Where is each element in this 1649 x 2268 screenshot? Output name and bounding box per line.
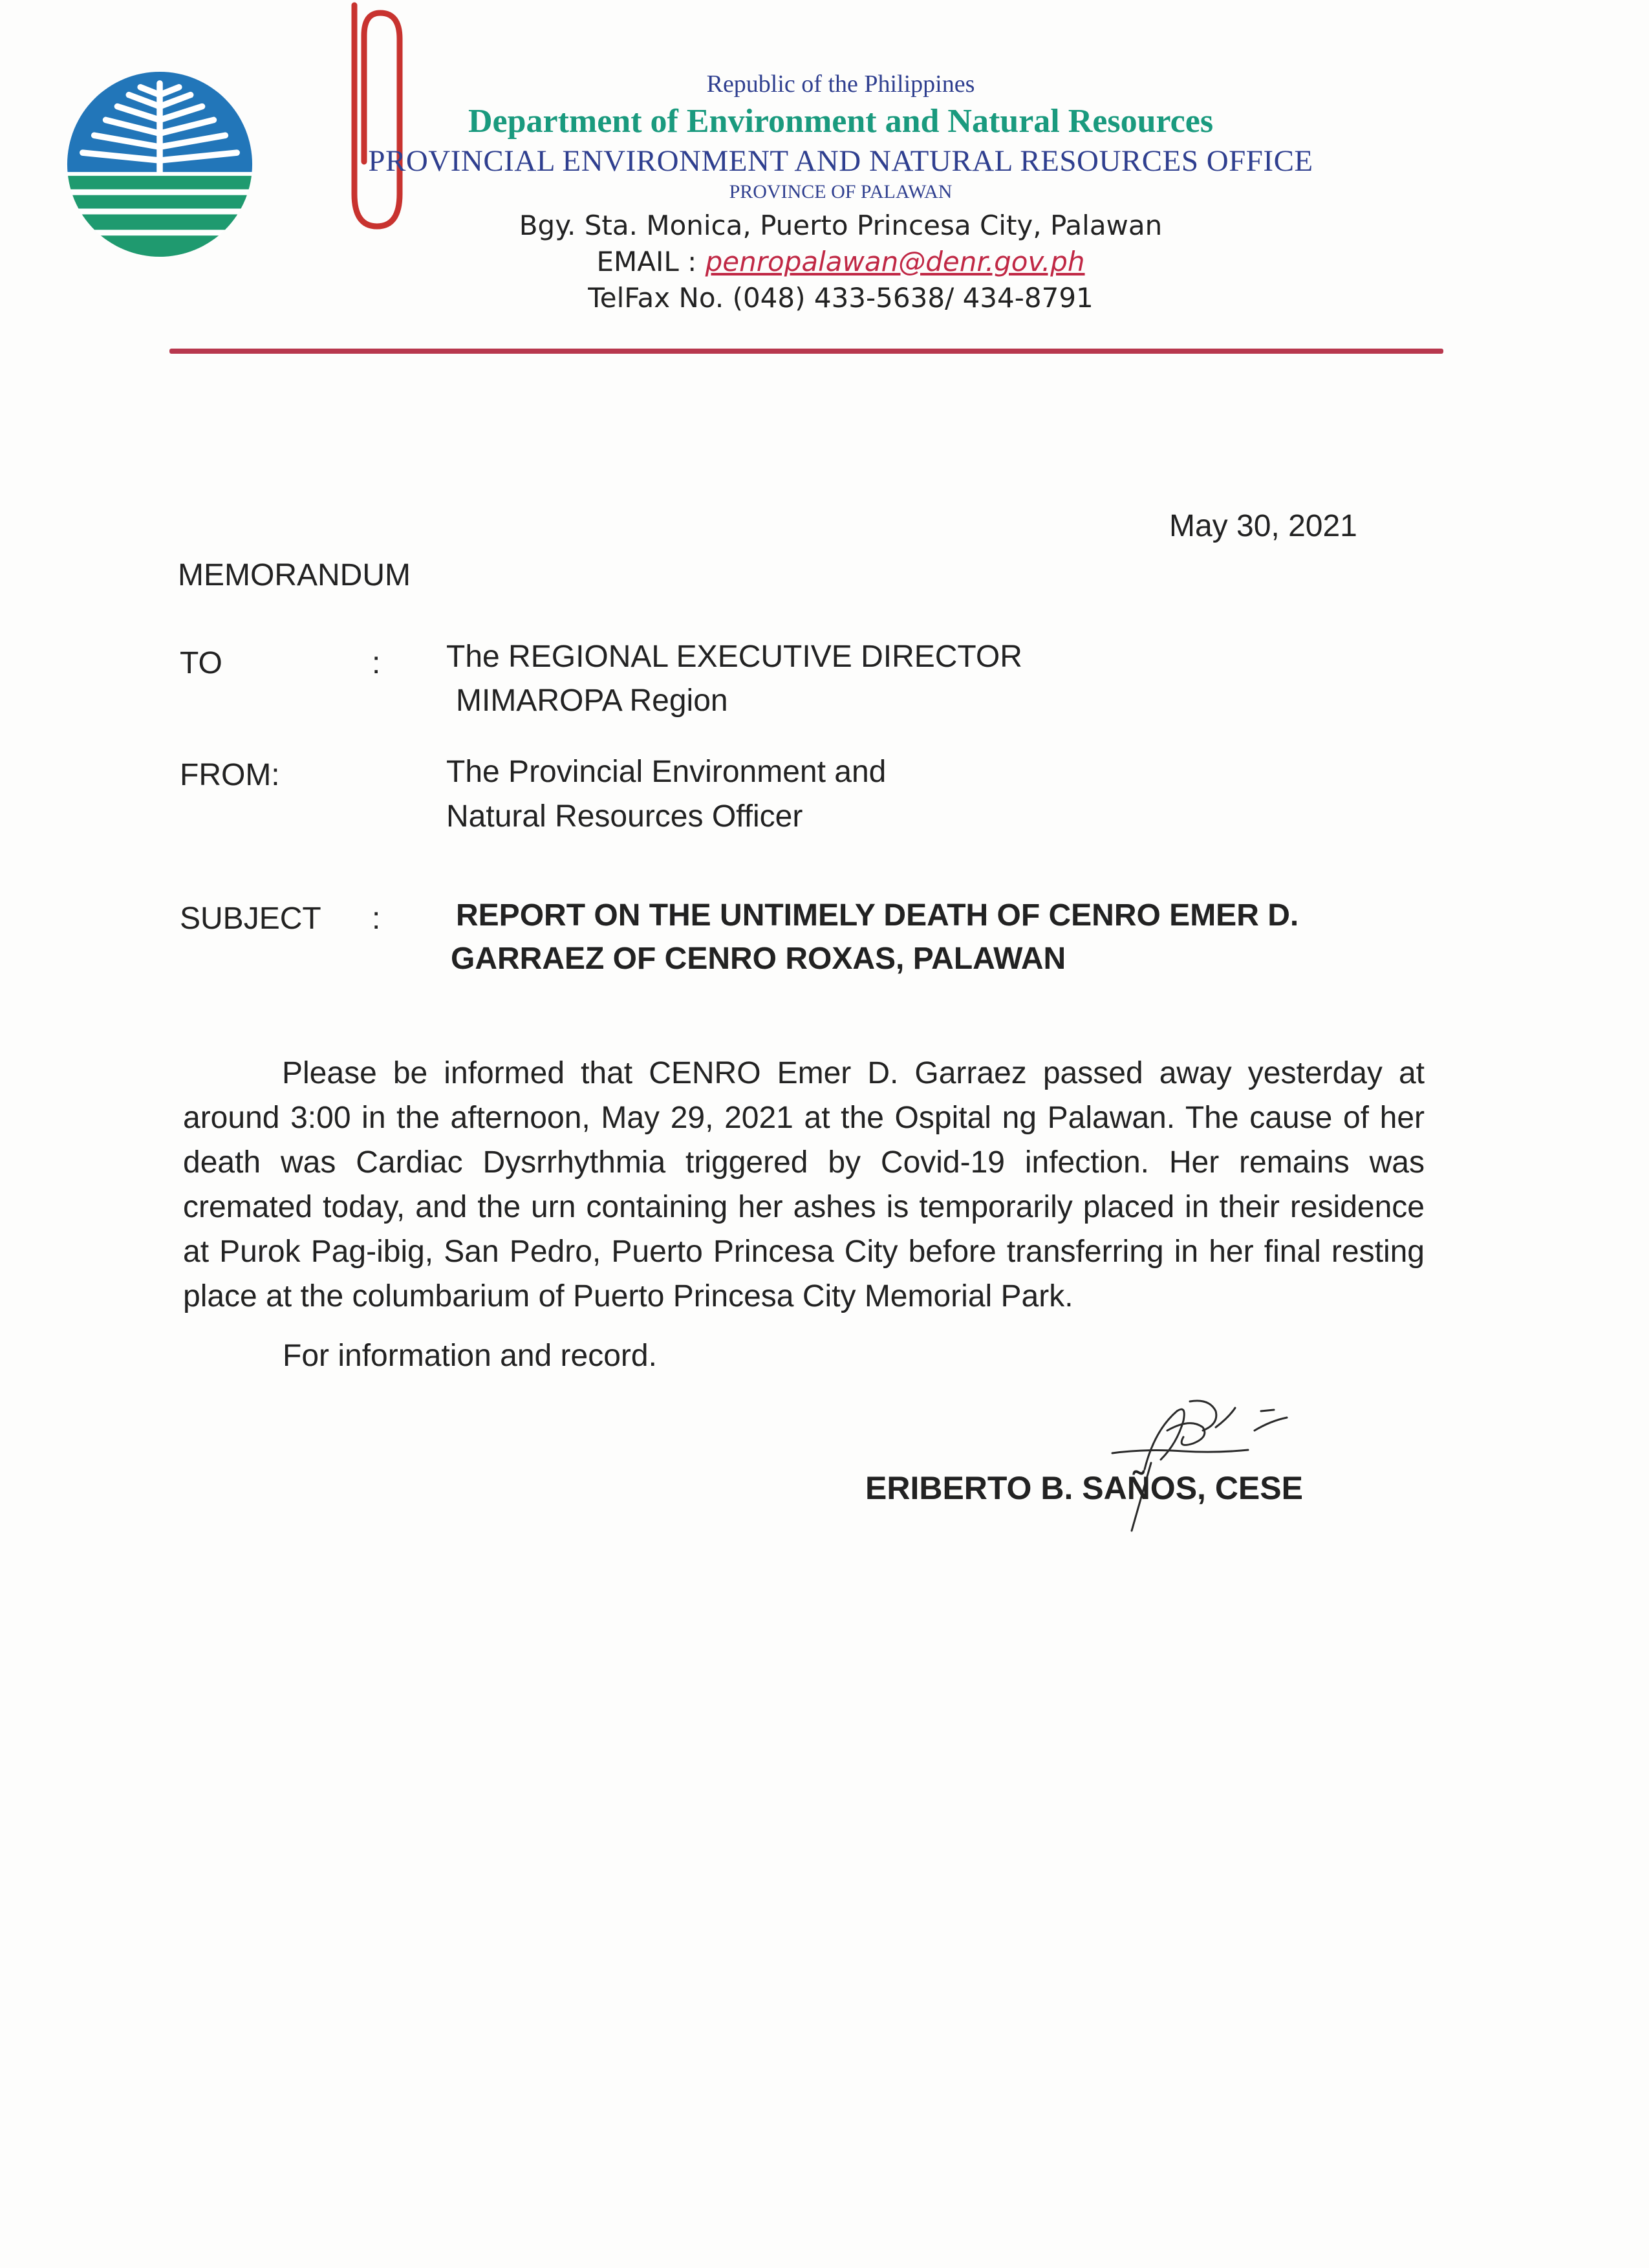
header-divider bbox=[169, 349, 1443, 354]
email-label: EMAIL : bbox=[596, 246, 706, 277]
to-colon: : bbox=[372, 646, 381, 680]
closing-line: For information and record. bbox=[283, 1339, 657, 1373]
republic-heading: Republic of the Philippines bbox=[706, 70, 975, 98]
province-heading: PROVINCE OF PALAWAN bbox=[729, 181, 953, 202]
subject-colon: : bbox=[372, 902, 381, 936]
subject-label: SUBJECT bbox=[180, 902, 321, 936]
from-sender-line1: The Provincial Environment and bbox=[446, 755, 887, 789]
department-heading: Department of Environment and Natural Resources bbox=[468, 103, 1214, 140]
denr-logo-icon bbox=[63, 68, 256, 261]
from-label: FROM: bbox=[180, 758, 280, 792]
office-heading: PROVINCIAL ENVIRONMENT AND NATURAL RESOURCES OFFICE bbox=[368, 144, 1313, 178]
subject-line2: GARRAEZ OF CENRO ROXAS, PALAWAN bbox=[451, 942, 1066, 976]
memo-type: MEMORANDUM bbox=[178, 558, 411, 592]
memo-date: May 30, 2021 bbox=[1169, 509, 1357, 543]
subject-line1: REPORT ON THE UNTIMELY DEATH OF CENRO EMER D. bbox=[456, 898, 1299, 933]
body-paragraph: Please be informed that CENRO Emer D. Garraez passed away yesterday at around 3:00 in the afternoon, May 29, 2021 at the Ospital ng Palawan. The cause of her death was Cardiac Dysrrhythmia triggered by Covid-19 infection. Her remains was cremated today, and the urn containing her ashes is temporarily placed in their residence at Purok Pag-ibig, San Pedro, Puerto Princesa City before transferring in her final resting place at the columbarium of Puerto Princesa City Memorial Park. bbox=[183, 1056, 1425, 1313]
to-recipient-line2: MIMAROPA Region bbox=[456, 684, 728, 718]
email-line bbox=[349, 246, 1332, 277]
memo-body bbox=[183, 1051, 1425, 1319]
to-label: TO bbox=[180, 646, 222, 680]
office-address: Bgy. Sta. Monica, Puerto Princesa City, Palawan bbox=[519, 210, 1163, 241]
email-link[interactable]: penropalawan@denr.gov.ph bbox=[705, 246, 1085, 277]
telfax-line: TelFax No. (048) 433-5638/ 434-8791 bbox=[588, 282, 1094, 314]
to-recipient-line1: The REGIONAL EXECUTIVE DIRECTOR bbox=[446, 640, 1022, 674]
handwritten-signature bbox=[1106, 1392, 1293, 1540]
signatory-name: ERIBERTO B. SAÑOS, CESE bbox=[865, 1470, 1303, 1506]
from-sender-line2: Natural Resources Officer bbox=[446, 799, 803, 834]
